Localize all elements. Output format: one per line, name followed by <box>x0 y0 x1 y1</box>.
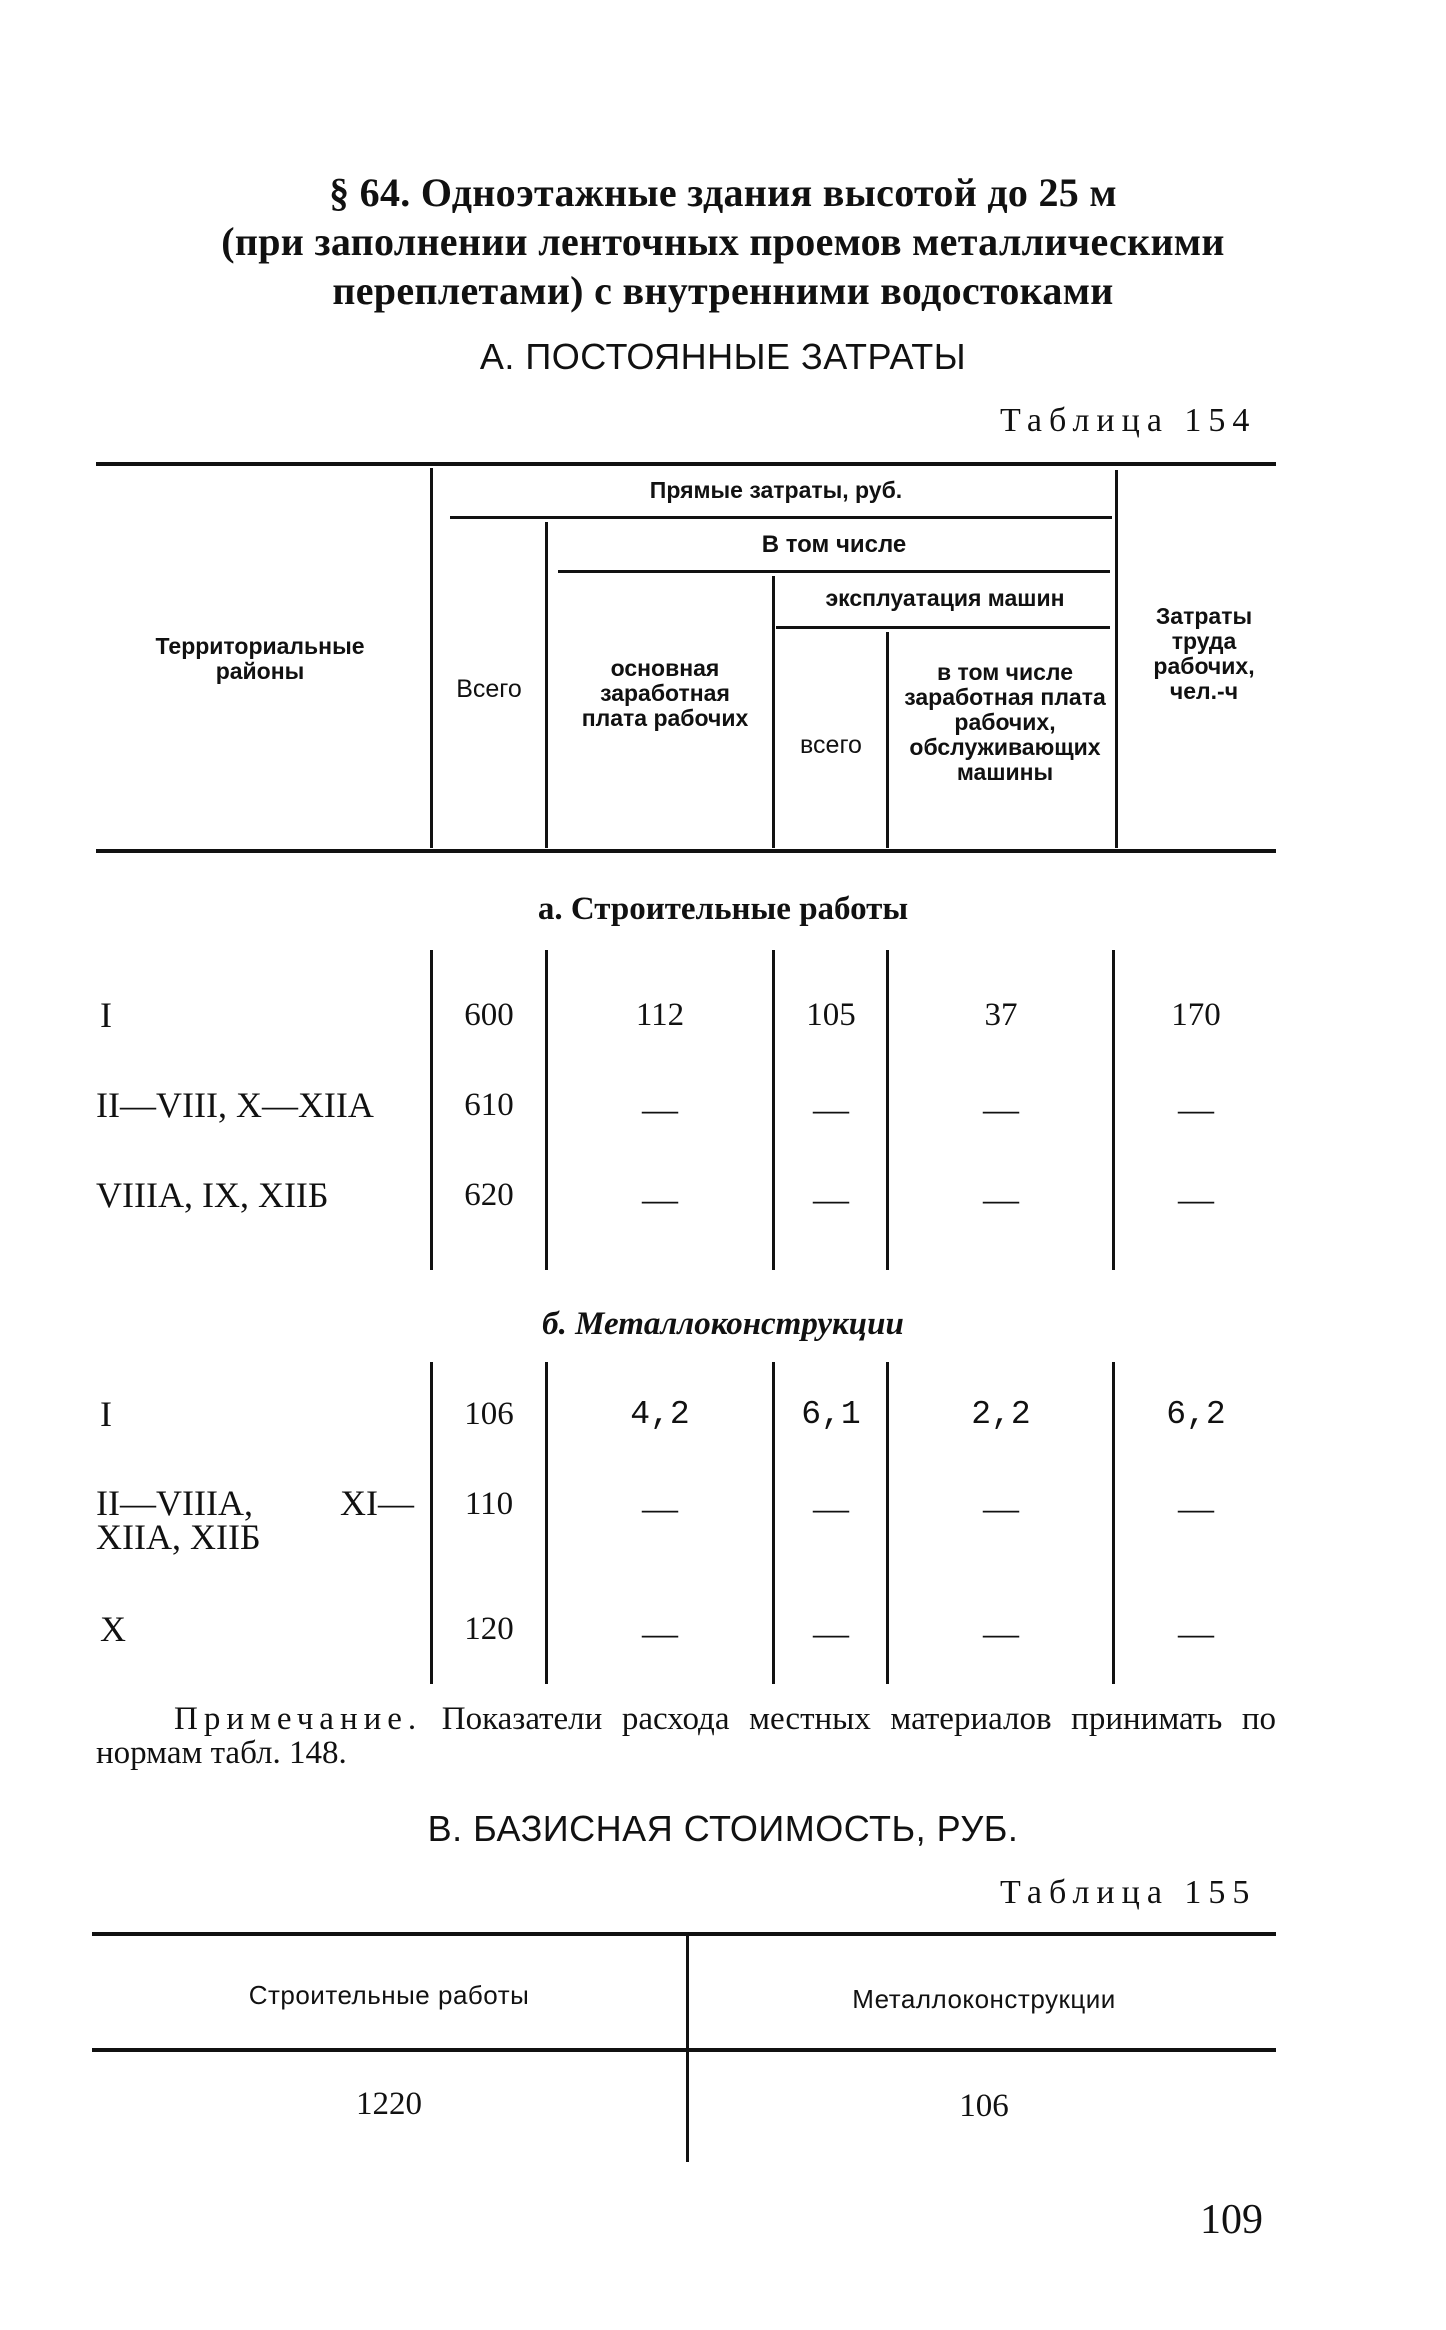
part-b-heading: В. БАЗИСНАЯ СТОИМОСТЬ, РУБ. <box>427 1808 1019 1849</box>
t155-value-metal: 106 <box>959 2088 1009 2124</box>
page-number: 109 <box>1200 2197 1263 2243</box>
hdr-including: В том числе <box>761 531 907 558</box>
b-row2-mach-wage: — <box>983 1488 1019 1528</box>
a-vline-2 <box>545 950 548 1270</box>
hdr-vline-5 <box>1115 470 1118 848</box>
a-row3-region: VIIIА, IX, XIIБ <box>96 1175 329 1215</box>
hdr-rule-including <box>558 570 1110 573</box>
a-row2-labor: — <box>1178 1089 1214 1129</box>
hdr-base-wage: основная заработная плата рабочих <box>581 655 749 731</box>
b-vline-3 <box>772 1362 775 1684</box>
section-a-title: а. Строительные работы <box>537 891 909 927</box>
hdr-vline-2 <box>545 522 548 848</box>
a-row3-mach-wage: — <box>983 1179 1019 1219</box>
a-vline-4 <box>886 950 889 1270</box>
hdr-machines: эксплуатация машин <box>825 585 1065 611</box>
hdr-rule-direct <box>450 516 1112 519</box>
hdr-vline-4 <box>886 632 889 848</box>
b-row1-labor: 6,2 <box>1166 1396 1226 1433</box>
hdr-direct-costs: Прямые затраты, руб. <box>649 477 903 503</box>
a-row3-labor: — <box>1178 1179 1214 1219</box>
hdr-labor: Затраты труда рабочих, чел.-ч <box>1153 603 1255 704</box>
b-row2-region-line1: II—VIIIА, <box>96 1483 253 1523</box>
b-row3-mach: — <box>813 1613 849 1653</box>
hdr-vline-3 <box>772 576 775 848</box>
a-row1-region: I <box>100 995 112 1035</box>
hdr-machines-wage: в том числе заработная плата рабочих, обслуживающих машины <box>904 659 1106 785</box>
table-154-label: Таблица 154 <box>1000 402 1257 439</box>
hdr-rule-machines <box>776 626 1110 629</box>
a-row2-wage: — <box>642 1089 678 1129</box>
table-155-top-rule <box>92 1932 1276 1936</box>
hdr-total: Всего <box>456 675 522 703</box>
a-row3-total: 620 <box>464 1177 514 1213</box>
title-line-3: переплетами) с внутренними водостоками <box>332 268 1114 313</box>
a-row1-total: 600 <box>464 997 514 1033</box>
t155-header-construction: Строительные работы <box>248 1980 530 2010</box>
table-155-header-rule <box>92 2048 1276 2052</box>
hdr-vline-1 <box>430 468 433 848</box>
b-row2-region-line2: XIIА, XIIБ <box>96 1517 261 1557</box>
b-row3-wage: — <box>642 1613 678 1653</box>
b-row2-wage: — <box>642 1488 678 1528</box>
a-row3-mach: — <box>813 1179 849 1219</box>
b-row3-labor: — <box>1178 1613 1214 1653</box>
a-vline-1 <box>430 950 433 1270</box>
b-row2-total: 110 <box>464 1486 514 1522</box>
table-154-top-rule <box>96 462 1276 466</box>
b-row1-wage: 4,2 <box>630 1396 690 1433</box>
b-row1-mach-wage: 2,2 <box>971 1396 1031 1433</box>
t155-value-construction: 1220 <box>356 2086 422 2122</box>
b-row2-region-line1b: XI— <box>340 1483 414 1523</box>
hdr-machines-total: всего <box>800 731 862 759</box>
a-row1-mach-wage: 37 <box>984 997 1018 1033</box>
b-row1-total: 106 <box>464 1396 514 1432</box>
a-row1-wage: 112 <box>635 997 685 1033</box>
title-line-1: § 64. Одноэтажные здания высотой до 25 м <box>329 170 1117 215</box>
b-row1-mach: 6,1 <box>801 1396 861 1433</box>
table-155-label: Таблица 155 <box>1000 1874 1257 1911</box>
a-row3-wage: — <box>642 1179 678 1219</box>
part-a-heading: А. ПОСТОЯННЫЕ ЗАТРАТЫ <box>479 336 967 377</box>
a-vline-3 <box>772 950 775 1270</box>
a-row2-mach: — <box>813 1089 849 1129</box>
b-vline-4 <box>886 1362 889 1684</box>
b-vline-2 <box>545 1362 548 1684</box>
section-b-title: б. Металлоконструкции <box>542 1306 904 1342</box>
a-vline-5 <box>1112 950 1115 1270</box>
table-154-header-rule <box>96 849 1276 853</box>
b-vline-1 <box>430 1362 433 1684</box>
a-row1-labor: 170 <box>1171 997 1221 1033</box>
note-text: Показатели расхода местных материалов принимать по нормам табл. 148. <box>96 1701 1276 1771</box>
hdr-regions: Территориальные районы <box>155 633 365 684</box>
b-row1-region: I <box>100 1394 112 1434</box>
table-note <box>96 1702 1276 1770</box>
a-row2-region: II—VIII, X—XIIА <box>96 1085 374 1125</box>
b-row2-labor: — <box>1178 1488 1214 1528</box>
t155-header-metal: Металлоконструкции <box>852 1984 1116 2014</box>
a-row2-mach-wage: — <box>983 1089 1019 1129</box>
note-label: Примечание. <box>174 1701 423 1737</box>
a-row1-mach: 105 <box>806 997 856 1033</box>
b-row3-region: X <box>100 1609 126 1649</box>
section-title <box>150 168 1296 315</box>
b-row2-mach: — <box>813 1488 849 1528</box>
b-row3-total: 120 <box>464 1611 514 1647</box>
b-row3-mach-wage: — <box>983 1613 1019 1653</box>
b-vline-5 <box>1112 1362 1115 1684</box>
a-row2-total: 610 <box>464 1087 514 1123</box>
title-line-2: (при заполнении ленточных проемов металлическими <box>221 219 1225 264</box>
